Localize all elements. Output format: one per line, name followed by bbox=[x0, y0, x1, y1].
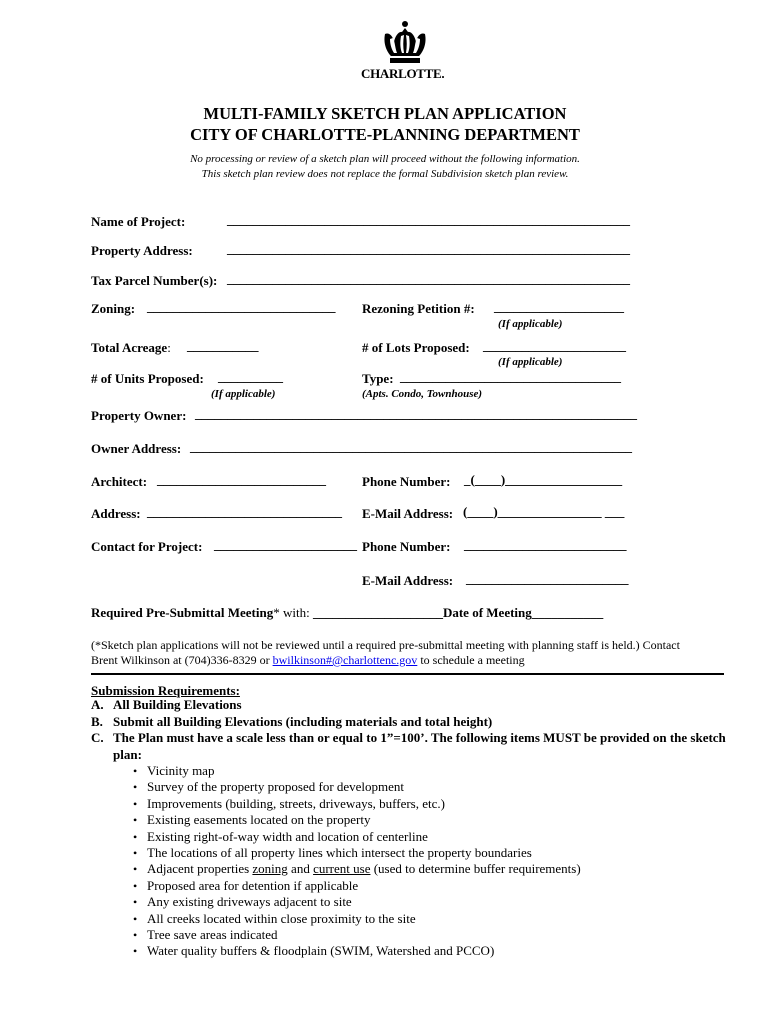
units-hint: (If applicable) bbox=[211, 388, 276, 400]
contact-email-field[interactable]: _________________________ bbox=[466, 571, 629, 586]
crown-icon bbox=[381, 20, 429, 66]
list-item: • Existing right-of-way width and location of centerline bbox=[147, 829, 753, 845]
email-field[interactable]: (____)________________ ___ bbox=[463, 504, 625, 519]
requirement-item: B. Submit all Building Elevations (including materials and total height) bbox=[91, 713, 493, 729]
meeting-row bbox=[91, 605, 603, 621]
address-label: Address: bbox=[91, 506, 141, 521]
project-name-label: Name of Project: bbox=[91, 214, 186, 229]
list-item: • Adjacent properties zoning and current use (used to determine buffer requirements) bbox=[147, 861, 753, 877]
sketch-plan-items bbox=[113, 763, 753, 960]
rezoning-field[interactable]: ____________________ bbox=[494, 299, 624, 314]
page-subtitle: CITY OF CHARLOTTE-PLANNING DEPARTMENT bbox=[190, 125, 580, 144]
email-label: E-Mail Address: bbox=[362, 506, 454, 521]
footnote-line-1: (*Sketch plan applications will not be reviewed until a required pre-submittal meeting with planning staff is held.) Contact bbox=[91, 638, 680, 652]
list-item: • Water quality buffers & floodplain (SWIM, Watershed and PCCO) bbox=[147, 943, 753, 959]
list-item: • Vicinity map bbox=[147, 763, 753, 779]
architect-phone-field[interactable]: _(____)__________________ bbox=[464, 472, 623, 487]
address-field[interactable]: ______________________________ bbox=[147, 504, 342, 519]
meeting-date-label: Date of Meeting bbox=[442, 605, 532, 620]
project-name-field[interactable]: ______________________________________________________________ bbox=[227, 212, 630, 227]
owner-address-label: Owner Address: bbox=[91, 441, 182, 456]
contact-email-label: E-Mail Address: bbox=[362, 573, 454, 588]
owner-label: Property Owner: bbox=[91, 408, 187, 423]
acreage-field[interactable]: ___________ bbox=[187, 338, 259, 353]
architect-phone-label: Phone Number: bbox=[362, 474, 451, 489]
zoning-label: Zoning: bbox=[91, 301, 136, 316]
list-item: • Tree save areas indicated bbox=[147, 927, 753, 943]
lots-label: # of Lots Proposed: bbox=[362, 340, 470, 355]
tax-parcel-label: Tax Parcel Number(s): bbox=[91, 273, 218, 288]
page-title: MULTI-FAMILY SKETCH PLAN APPLICATION bbox=[203, 104, 567, 123]
contact-label: Contact for Project: bbox=[91, 539, 203, 554]
type-field[interactable]: __________________________________ bbox=[400, 369, 621, 384]
tax-parcel-field[interactable]: ______________________________________________________________ bbox=[227, 271, 630, 286]
list-item: • Proposed area for detention if applicable bbox=[147, 878, 753, 894]
footnote-line-2: Brent Wilkinson at (704)336-8329 or bwilkinson#@charlottenc.gov to schedule a meeting bbox=[91, 653, 525, 667]
acreage-label: Total Acreage: bbox=[91, 340, 171, 355]
lots-hint: (If applicable) bbox=[498, 356, 563, 368]
zoning-field[interactable]: _____________________________ bbox=[147, 299, 336, 314]
notice-line-1: No processing or review of a sketch plan will proceed without the following information. bbox=[190, 153, 580, 165]
requirements-heading: Submission Requirements: bbox=[91, 683, 240, 698]
architect-label: Architect: bbox=[91, 474, 148, 489]
rezoning-label: Rezoning Petition #: bbox=[362, 301, 475, 316]
requirement-item: C. The Plan must have a scale less than or equal to 1”=100’. The following items MUST be provided on the sketch plan: • Vicinity map • Survey of the property proposed for development • Improvements (building, streets, driveways, buffers, etc.) • Existing easements located on the property • Existing right-of-way width and location of centerline • The locations of all property lines which intersect the property boundaries • Adjacent properties zoning and current use (used to determine buffer requirements) • Proposed area for detention if applicable • Any existing driveways adjacent to site • All creeks located within close proximity to the site • Tree save areas indicated • Water quality buffers & floodplain (SWIM, Watershed and PCCO) bbox=[113, 730, 753, 960]
meeting-field[interactable]: ____________________ bbox=[312, 605, 443, 620]
contact-email-link[interactable]: bwilkinson#@charlottenc.gov bbox=[272, 653, 418, 667]
list-item: • All creeks located within close proximity to the site bbox=[147, 911, 753, 927]
requirement-item: A. All Building Elevations bbox=[91, 697, 242, 712]
units-field[interactable]: __________ bbox=[218, 369, 283, 384]
type-label: Type: bbox=[362, 371, 394, 386]
rezoning-hint: (If applicable) bbox=[498, 318, 563, 330]
owner-field[interactable]: ____________________________________________________________________ bbox=[195, 406, 637, 421]
requirements-list bbox=[91, 697, 753, 960]
logo-text: CHARLOTTE. bbox=[361, 66, 445, 81]
property-address-label: Property Address: bbox=[91, 243, 193, 258]
list-item: • Survey of the property proposed for development bbox=[147, 779, 753, 795]
owner-address-field[interactable]: ____________________________________________________________________ bbox=[190, 439, 632, 454]
property-address-field[interactable]: ______________________________________________________________ bbox=[227, 241, 630, 256]
meeting-with: * with: bbox=[273, 605, 310, 620]
lots-field[interactable]: ______________________ bbox=[483, 338, 626, 353]
architect-field[interactable]: __________________________ bbox=[157, 472, 326, 487]
notice-line-2: This sketch plan review does not replace the formal Subdivision sketch plan review. bbox=[201, 168, 569, 180]
list-item: • Existing easements located on the property bbox=[147, 812, 753, 828]
section-divider bbox=[91, 673, 724, 675]
meeting-label: Required Pre-Submittal Meeting bbox=[91, 605, 274, 620]
units-label: # of Units Proposed: bbox=[91, 371, 204, 386]
list-item: • The locations of all property lines which intersect the property boundaries bbox=[147, 845, 753, 861]
meeting-date-field[interactable]: ___________ bbox=[531, 605, 604, 620]
type-hint: (Apts. Condo, Townhouse) bbox=[362, 388, 483, 400]
list-item: • Improvements (building, streets, driveways, buffers, etc.) bbox=[147, 796, 753, 812]
contact-field[interactable]: ______________________ bbox=[214, 537, 357, 552]
contact-phone-label: Phone Number: bbox=[362, 539, 451, 554]
list-item: • Any existing driveways adjacent to site bbox=[147, 894, 753, 910]
contact-phone-field[interactable]: _________________________ bbox=[464, 537, 627, 552]
